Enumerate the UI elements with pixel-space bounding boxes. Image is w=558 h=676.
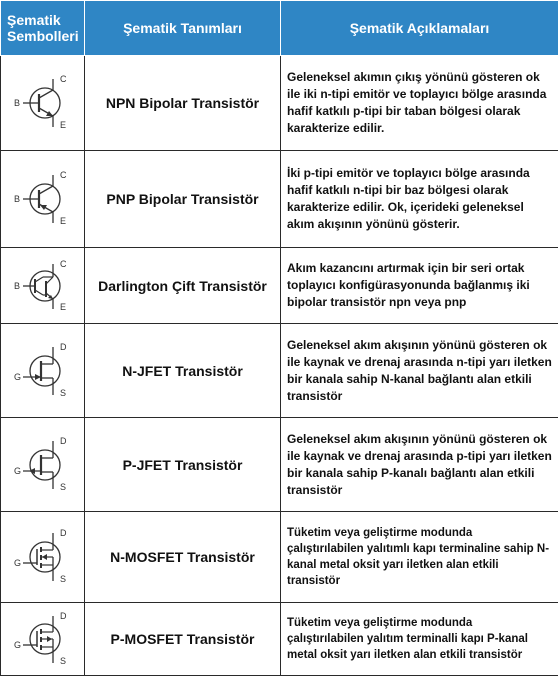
header-definitions: Şematik Tanımları	[85, 1, 281, 56]
n-mosfet-icon	[5, 519, 81, 595]
svg-text:C: C	[60, 74, 67, 84]
transistor-description: Tüketim veya geliştirme modunda çalıştırılabilen yalıtımlı kapı terminaline sahip N-kanal metal oksit yarı iletken alan etkili transistör	[281, 512, 558, 603]
transistor-description: Geleneksel akım akışının yönünü gösteren ok ile kaynak ve drenaj arasında n-tipi yarı iletken bir kanala sahip N-kanal bağlantı alan etkili transistör	[281, 324, 558, 418]
npn-transistor-icon	[5, 65, 81, 141]
symbol-cell	[1, 248, 85, 324]
transistor-description: Akım kazancını artırmak için bir seri ortak toplayıcı konfigürasyonunda bağlanmış iki bipolar transistör npn veya pnp	[281, 248, 558, 324]
svg-text:B: B	[14, 194, 20, 204]
svg-text:S: S	[60, 482, 66, 492]
transistor-name: Darlington Çift Transistör	[85, 248, 281, 324]
symbol-cell	[1, 324, 85, 418]
transistor-name: P-MOSFET Transistör	[85, 603, 281, 676]
svg-text:S: S	[60, 574, 66, 584]
transistor-description: İki p-tipi emitör ve toplayıcı bölge arasında hafif katkılı n-tipi bir baz bölgesi olarak karakterize edilir. Ok, içerideki geleneksel akım akışının yönünü gösterir.	[281, 151, 558, 248]
table-row	[1, 418, 558, 512]
transistor-description: Geleneksel akımın çıkış yönünü gösteren ok ile iki n-tipi emitör ve toplayıcı bölge arasında hafif katkılı p-tipi bir taban bölgesi olarak karakterize edilir.	[281, 56, 558, 151]
darlington-transistor-icon	[5, 253, 81, 319]
svg-text:S: S	[60, 656, 66, 666]
svg-text:S: S	[60, 388, 66, 398]
svg-text:D: D	[60, 528, 67, 538]
transistor-description: Geleneksel akım akışının yönünü gösteren ok ile kaynak ve drenaj arasında p-tipi yarı iletken bir kanala sahip P-kanalı bağlantı alan etkili transistör	[281, 418, 558, 512]
svg-text:G: G	[14, 640, 21, 650]
transistor-description: Tüketim veya geliştirme modunda çalıştırılabilen yalıtım terminalli kapı P-kanal metal oksit yarı iletken alan etkili transistör	[281, 603, 558, 676]
symbol-cell	[1, 418, 85, 512]
n-jfet-icon	[5, 333, 81, 409]
svg-text:D: D	[60, 611, 67, 621]
transistor-name: NPN Bipolar Transistör	[85, 56, 281, 151]
p-mosfet-icon	[5, 607, 81, 671]
symbol-cell	[1, 603, 85, 676]
svg-text:B: B	[14, 98, 20, 108]
svg-text:E: E	[60, 216, 66, 226]
table-row	[1, 56, 558, 151]
svg-text:G: G	[14, 558, 21, 568]
svg-text:C: C	[60, 259, 67, 269]
svg-text:G: G	[14, 466, 21, 476]
table-row	[1, 324, 558, 418]
header-descriptions: Şematik Açıklamaları	[281, 1, 558, 56]
table-row	[1, 151, 558, 248]
transistor-name: N-JFET Transistör	[85, 324, 281, 418]
svg-text:G: G	[14, 372, 21, 382]
symbol-cell	[1, 56, 85, 151]
svg-text:D: D	[60, 342, 67, 352]
p-jfet-icon	[5, 427, 81, 503]
svg-text:B: B	[14, 281, 20, 291]
header-row	[1, 1, 558, 56]
transistor-name: PNP Bipolar Transistör	[85, 151, 281, 248]
pnp-transistor-icon	[5, 161, 81, 237]
svg-text:E: E	[60, 302, 66, 312]
symbol-cell	[1, 512, 85, 603]
transistor-name: N-MOSFET Transistör	[85, 512, 281, 603]
svg-text:E: E	[60, 120, 66, 130]
symbol-cell	[1, 151, 85, 248]
table-row	[1, 512, 558, 603]
transistor-name: P-JFET Transistör	[85, 418, 281, 512]
table-row	[1, 603, 558, 676]
svg-text:D: D	[60, 436, 67, 446]
table-row	[1, 248, 558, 324]
header-symbols: Şematik Sembolleri	[1, 1, 85, 56]
svg-text:C: C	[60, 170, 67, 180]
